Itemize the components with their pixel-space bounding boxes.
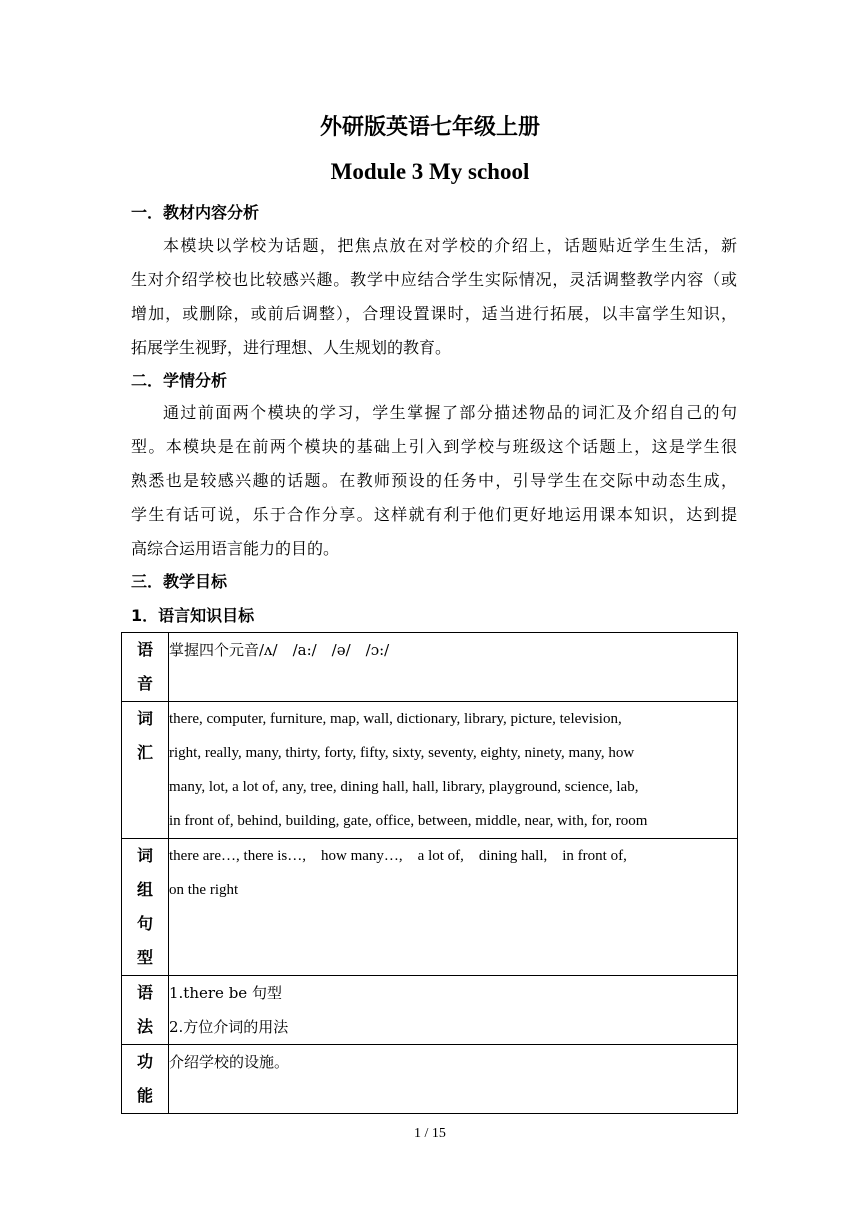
paragraph-line: 生对介绍学校也比较感兴趣。教学中应结合学生实际情况，灵活调整教学内容（或 xyxy=(131,270,737,289)
table-row xyxy=(122,976,738,1045)
row-label-grammar: 语 法 xyxy=(122,976,169,1045)
row-label-pronunciation: 语 音 xyxy=(122,633,169,702)
paragraph-line: 型。本模块是在前两个模块的基础上引入到学校与班级这个话题上，这是学生很 xyxy=(131,437,737,456)
paragraph-line: 高综合运用语言能力的目的。 xyxy=(131,539,340,558)
page-number: 1 / 15 xyxy=(414,1126,446,1141)
cell-line: many, lot, a lot of, any, tree, dining hall, hall, library, playground, science, lab, xyxy=(169,779,639,795)
row-content-function xyxy=(169,1045,738,1114)
row-label-function: 功 能 xyxy=(122,1045,169,1114)
paragraph-line: 本模块以学校为话题，把焦点放在对学校的介绍上，话题贴近学生生活，新 xyxy=(163,236,737,255)
table-row xyxy=(122,839,738,976)
language-goals-table xyxy=(121,632,738,1114)
row-content-phrases-sentences xyxy=(169,839,738,976)
document-title: 外研版英语七年级上册 xyxy=(319,114,540,140)
document-subtitle: Module 3 My school xyxy=(330,159,530,184)
row-content-vocabulary xyxy=(169,702,738,839)
cell-line: there, computer, furniture, map, wall, dictionary, library, picture, television, xyxy=(169,711,622,727)
section-heading-material-analysis: 一．教材内容分析 xyxy=(131,203,260,222)
cell-line: 掌握四个元音/ʌ/ /a:/ /ə/ /ɔ:/ xyxy=(169,641,390,659)
row-content-pronunciation xyxy=(169,633,738,702)
cell-line: on the right xyxy=(169,882,239,898)
cell-line: 1.there be 句型 xyxy=(169,984,282,1002)
row-label-vocabulary: 词 汇 xyxy=(122,702,169,839)
paragraph-line: 增加，或删除，或前后调整），合理设置课时，适当进行拓展，以丰富学生知识， xyxy=(131,304,737,323)
cell-line: 介绍学校的设施。 xyxy=(169,1053,290,1071)
section-heading-teaching-goals: 三．教学目标 xyxy=(131,572,228,591)
paragraph-line: 拓展学生视野，进行理想、人生规划的教育。 xyxy=(131,338,452,357)
subheading-language-knowledge: 1．语言知识目标 xyxy=(131,606,255,625)
paragraph-line: 学生有话可说，乐于合作分享。这样就有利于他们更好地运用课本知识，达到提 xyxy=(131,505,737,524)
section-heading-student-analysis: 二．学情分析 xyxy=(131,371,228,390)
table-row xyxy=(122,633,738,702)
cell-line: there are…, there is…, how many…, a lot of, dining hall, in front of, xyxy=(169,848,627,864)
cell-line: right, really, many, thirty, forty, fifty, sixty, seventy, eighty, ninety, many, how xyxy=(169,745,635,761)
table-row xyxy=(122,702,738,839)
paragraph-student-analysis xyxy=(131,396,737,566)
cell-line: 2.方位介词的用法 xyxy=(169,1018,289,1036)
row-label-phrases-sentences: 词 组 句 型 xyxy=(122,839,169,976)
paragraph-material-analysis xyxy=(131,229,737,365)
row-content-grammar xyxy=(169,976,738,1045)
table-row xyxy=(122,1045,738,1114)
cell-line: in front of, behind, building, gate, office, between, middle, near, with, for, room xyxy=(169,813,648,829)
paragraph-line: 通过前面两个模块的学习，学生掌握了部分描述物品的词汇及介绍自己的句 xyxy=(163,403,737,422)
paragraph-line: 熟悉也是较感兴趣的话题。在教师预设的任务中，引导学生在交际中动态生成， xyxy=(131,471,737,490)
